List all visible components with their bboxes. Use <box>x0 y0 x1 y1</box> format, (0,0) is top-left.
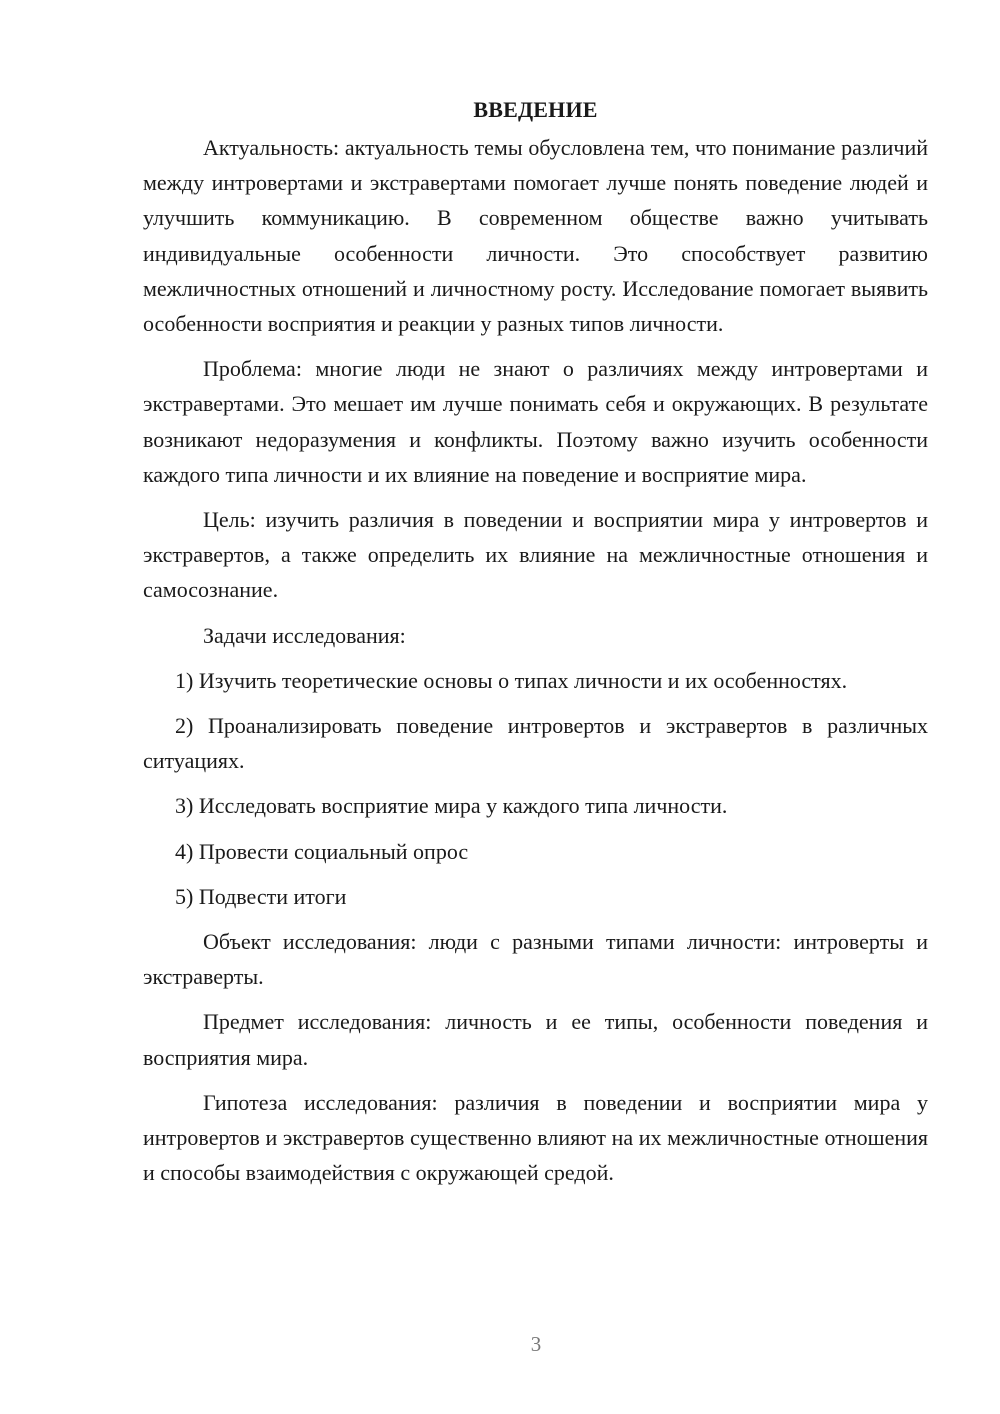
subject-paragraph: Предмет исследования: личность и ее типы, особенности поведения и восприятия мира. <box>143 1009 928 1070</box>
relevance-paragraph: Актуальность: актуальность темы обусловлена тем, что понимание различий между интровертами и экстравертами помогает лучше понять поведение людей и улучшить коммуникацию. В современном обществе важно учитывать индивидуальные особенности личности. Это способствует развитию межличностных отношений и личностному росту. Исследование помогает выявить особенности восприятия и реакции у разных типов личности. <box>143 135 928 337</box>
problem-paragraph: Проблема: многие люди не знают о различиях между интровертами и экстравертами. Это мешает им лучше понимать себя и окружающих. В результате возникают недоразумения и конфликты. Поэтому важно изучить особенности каждого типа личности и их влияние на поведение и восприятие мира. <box>143 356 928 487</box>
task-item-3: 3) Исследовать восприятие мира у каждого типа личности. <box>175 793 728 819</box>
object-paragraph: Объект исследования: люди с разными типами личности: интроверты и экстраверты. <box>143 929 928 990</box>
task-item-1: 1) Изучить теоретические основы о типах личности и их особенностях. <box>175 667 848 693</box>
hypothesis-paragraph: Гипотеза исследования: различия в поведении и восприятии мира у интровертов и экстравертов существенно влияют на их межличностные отношения и способы взаимодействия с окружающей средой. <box>143 1089 928 1186</box>
task-item-2: 2) Проанализировать поведение интровертов и экстравертов в различных ситуациях. <box>143 713 928 774</box>
task-item-4: 4) Провести социальный опрос <box>175 838 469 864</box>
document-page <box>143 92 928 1200</box>
task-item-5: 5) Подвести итоги <box>175 883 347 909</box>
tasks-title: Задачи исследования: <box>203 622 406 648</box>
page-number: 3 <box>530 1332 542 1356</box>
goal-paragraph: Цель: изучить различия в поведении и восприятии мира у интровертов и экстравертов, а также определить их влияние на межличностные отношения и самосознание. <box>143 507 928 603</box>
section-heading: ВВЕДЕНИЕ <box>473 97 598 122</box>
